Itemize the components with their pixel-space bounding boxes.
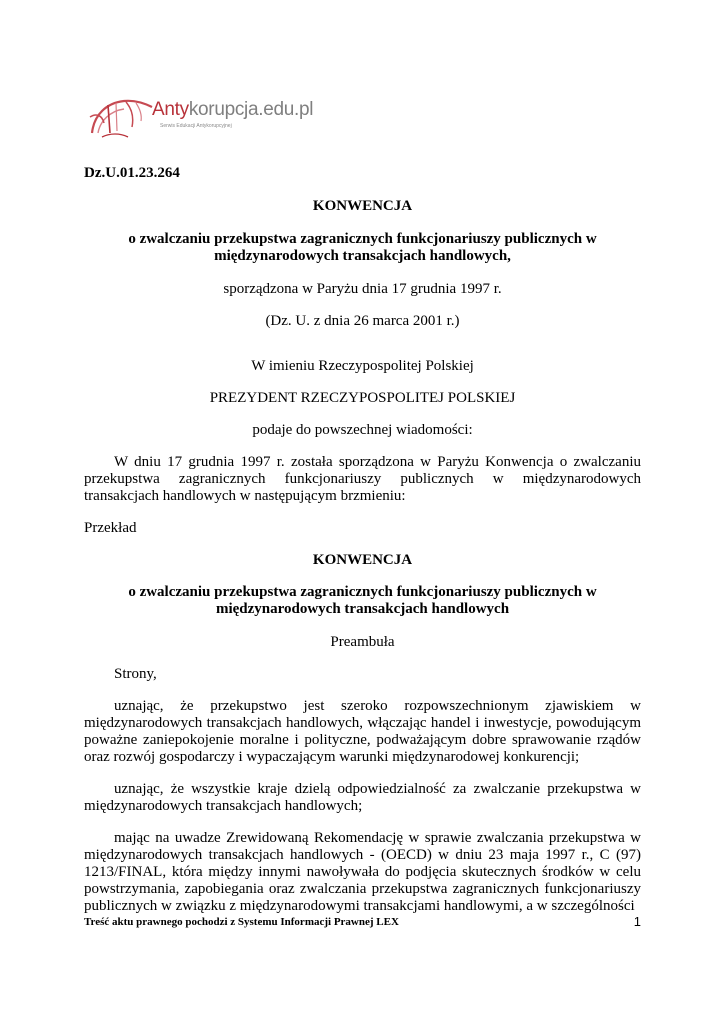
- document-title: o zwalczaniu przekupstwa zagranicznych funkcjonariuszy publicznych w międzynarodowych transakcjach handlowych,: [128, 231, 597, 264]
- document-heading: KONWENCJA: [312, 198, 413, 214]
- logo-tagline: Serwis Edukacji Antykorupcyjnej: [160, 123, 232, 129]
- logo-wordmark: [152, 99, 313, 121]
- convention-heading: KONWENCJA: [312, 552, 413, 568]
- announces-line: podaje do powszechnej wiadomości:: [252, 422, 473, 438]
- translation-label: Przekład: [84, 520, 137, 536]
- convention-title: o zwalczaniu przekupstwa zagranicznych funkcjonariuszy publicznych w międzynarodowych transakcjach handlowych: [128, 584, 597, 617]
- preamble-paragraph-2: uznając, że wszystkie kraje dzielą odpowiedzialność za zwalczanie przekupstwa w międzynarodowych transakcjach handlowych;: [84, 781, 641, 814]
- site-logo: [86, 93, 314, 141]
- logo-domain: korupcja.edu.pl: [188, 99, 314, 120]
- drafted-line: sporządzona w Paryżu dnia 17 grudnia 1997 r.: [223, 281, 502, 297]
- intro-paragraph: W dniu 17 grudnia 1997 r. została sporządzona w Paryżu Konwencja o zwalczaniu przekupstwa zagranicznych funkcjonariuszy publicznych w międzynarodowych transakcjach handlowych w następującym brzmieniu:: [84, 454, 641, 504]
- journal-reference: Dz.U.01.23.264: [84, 165, 180, 181]
- logo-emblem-icon: [86, 93, 156, 141]
- preamble-heading: Preambuła: [330, 634, 395, 650]
- document-body: [84, 165, 641, 915]
- on-behalf-line: W imieniu Rzeczypospolitej Polskiej: [251, 358, 474, 374]
- footer-source: Treść aktu prawnego pochodzi z Systemu Informacji Prawnej LEX: [84, 916, 399, 928]
- journal-line: (Dz. U. z dnia 26 marca 2001 r.): [265, 313, 460, 329]
- preamble-paragraph-3: mając na uwadze Zrewidowaną Rekomendację w sprawie zwalczania przekupstwa w międzynarodowych transakcjach handlowych - (OECD) w dniu 23 maja 1997 r., C (97) 1213/FINAL, która między innymi nawoływała do podjęcia skutecznych środków w celu powstrzymania, zapobiegania oraz zwalczania przekupstwa zagranicznych funkcjonariuszy publicznych w związku z międzynarodowymi transakcjami handlowymi, a w szczególności: [84, 830, 641, 914]
- page-footer: [84, 916, 641, 932]
- preamble-paragraph-1: uznając, że przekupstwo jest szeroko rozpowszechnionym zjawiskiem w międzynarodowych transakcjach handlowych, włączając handel i inwestycje, powodującym poważne zaniepokojenie moralne i polityczne, podważającym dobre sprawowanie rządów oraz rozwój gospodarczy i wypaczającym warunki międzynarodowej konkurencji;: [84, 698, 641, 765]
- president-line: PREZYDENT RZECZYPOSPOLITEJ POLSKIEJ: [209, 390, 516, 406]
- parties-line: Strony,: [114, 666, 157, 682]
- page-number: 1: [633, 914, 641, 929]
- logo-brand: Anty: [152, 99, 189, 120]
